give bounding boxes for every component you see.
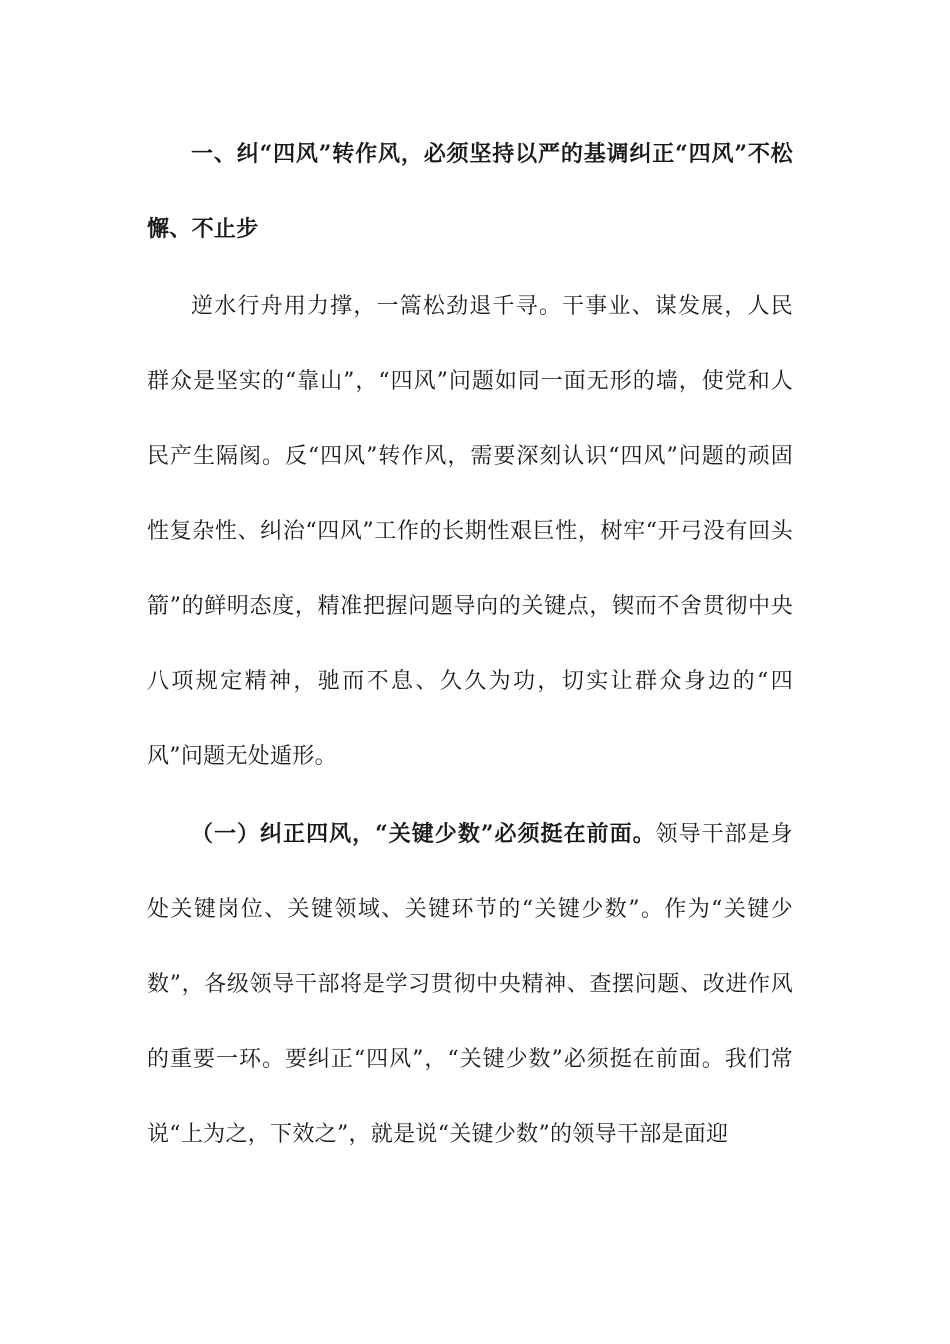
body-paragraph-2 xyxy=(147,797,793,1172)
subsection-lead: （一）纠正四风，“关键少数”必须挺在前面。 xyxy=(191,821,656,847)
section-heading: 一、纠“四风”转作风，必须坚持以严的基调纠正“四风”不松懈、不止步 xyxy=(147,141,793,242)
body-paragraph-1: 逆水行舟用力撑，一篙松劲退千寻。干事业、谋发展，人民群众是坚实的“靠山”，“四风”问题如同一面无形的墙，使党和人民产生隔阂。反“四风”转作风，需要深刻认识“四风”问题的顽固性复杂性、纠治“四风”工作的长期性艰巨性，树牢“开弓没有回头箭”的鲜明态度，精准把握问题导向的关键点，锲而不舍贯彻中央八项规定精神，驰而不息、久久为功，切实让群众身边的“四风”问题无处遁形。 xyxy=(147,294,793,769)
subsection-body: 领导干部是身处关键岗位、关键领域、关键环节的“关键少数”。作为“关键少数”，各级领导干部将是学习贯彻中央精神、查摆问题、改进作风的重要一环。要纠正“四风”，“关键少数”必须挺在前面。我们常说“上为之，下效之”，就是说“关键少数”的领导干部是面迎 xyxy=(147,822,793,1147)
